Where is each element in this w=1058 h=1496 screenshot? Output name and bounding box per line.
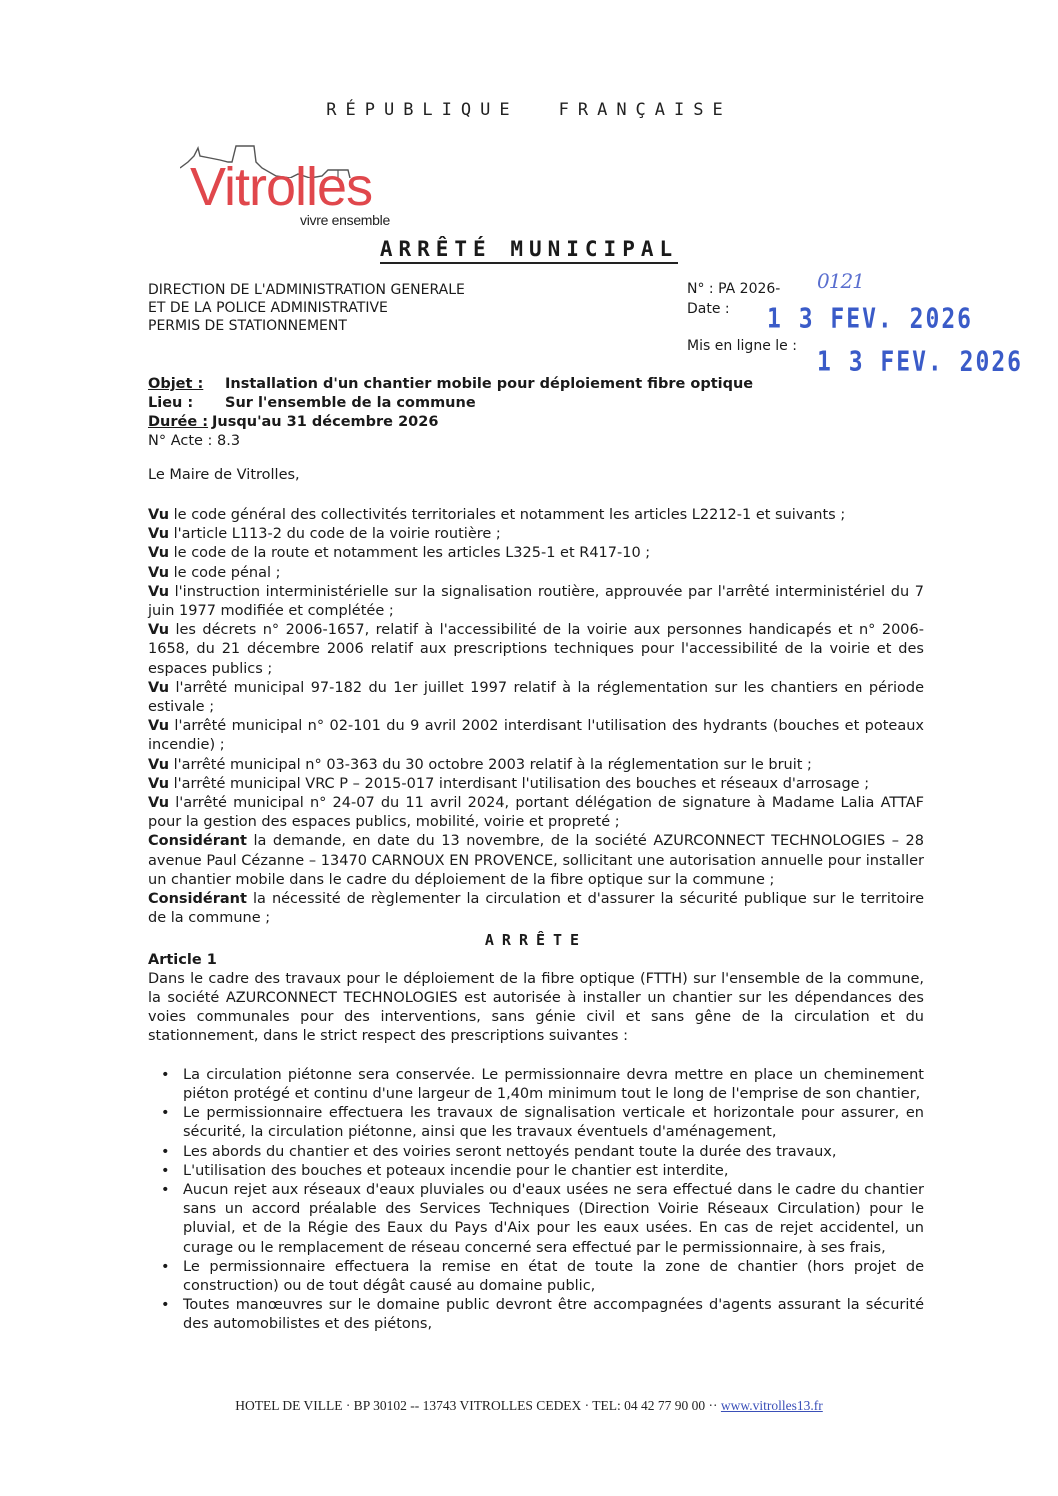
prescription-item: • L'utilisation des bouches et poteaux incendie pour le chantier est interdite, — [183, 1162, 924, 1181]
visa-text: les décrets n° 2006-1657, relatif à l'accessibilité de la voirie aux personnes handicapés et n° 2006-1658, du 21 décembre 2006 relatif aux prescriptions techniques pour l'accessibilité de la voirie et des espaces publics ; — [148, 622, 924, 677]
prescriptions-list — [148, 1066, 924, 1335]
visa-lead: Vu — [148, 756, 170, 773]
prescription-item: • Le permissionnaire effectuera les travaux de signalisation verticale et horizontale pour assurer, en sécurité, la circulation piétonne, ainsi que les travaux éventuels d'aménagement, — [183, 1104, 924, 1142]
objet-row — [148, 375, 753, 394]
visa-text: l'arrêté municipal 97-182 du 1er juillet 1997 relatif à la réglementation sur les chantiers en période estivale ; — [148, 679, 924, 716]
republique-word: RÉPUBLIQUE — [326, 100, 519, 120]
republique-francaise-header — [0, 100, 1058, 120]
visa-item — [148, 890, 924, 928]
prescription-item: • Aucun rejet aux réseaux d'eaux pluviales ou d'eaux usées ne sera effectué dans le cadre du chantier sans un accord préalable des Services Techniques (Direction Voirie Réseaux Circulation) pour le pluvial, et de la Régie des Eaux du Pays d'Aix pour les eaux usées. En cas de rejet accidentel, un curage ou le remplacement de réseau concerné sera effectué par le permissionnaire, à ses frais, — [183, 1181, 924, 1258]
visa-text: l'arrêté municipal VRC P – 2015-017 interdisant l'utilisation des bouches et réseaux d'arrosage ; — [169, 775, 870, 792]
prescription-item: • Le permissionnaire effectuera la remise en état de toute la zone de chantier (hors projet de construction) ou de tout dégât causé au domaine public, — [183, 1258, 924, 1296]
visa-item — [148, 832, 924, 890]
acte-number: N° Acte : 8.3 — [148, 433, 241, 449]
footer-contact: HOTEL DE VILLE · BP 30102 -- 13743 VITROLLES CEDEX · TEL: 04 42 77 90 00 ·· — [235, 1398, 721, 1413]
visa-lead: Considérant — [148, 891, 247, 908]
subject-block — [148, 375, 753, 451]
visa-lead: Vu — [148, 545, 170, 562]
visa-item — [148, 544, 924, 563]
visa-text: l'arrêté municipal n° 24-07 du 11 avril 2024, portant délégation de signature à Madame Lalia ATTAF pour la gestion des espaces publics, mobilité, voirie et propreté ; — [148, 795, 924, 831]
visa-lead: Vu — [148, 507, 170, 523]
online-date-stamp: 1 3 FEV. 2026 — [817, 346, 1024, 378]
reference-number-label: N° : PA 2026- — [687, 281, 781, 297]
issuing-department — [148, 281, 465, 335]
visa-lead: Vu — [148, 583, 170, 600]
visa-item — [148, 794, 924, 832]
document-body — [148, 506, 924, 1335]
objet-label: Objet : — [148, 376, 204, 392]
visa-item — [148, 564, 924, 583]
visa-lead: Vu — [148, 795, 170, 812]
date-stamp: 1 3 FEV. 2026 — [767, 303, 974, 335]
duree-label: Durée : — [148, 414, 209, 430]
lieu-value: Sur l'ensemble de la commune — [225, 395, 476, 411]
visa-lead: Vu — [148, 718, 170, 735]
visa-item — [148, 756, 924, 775]
visa-text: l'arrêté municipal n° 02-101 du 9 avril 2002 interdisant l'utilisation des hydrants (bouches et poteaux incendie) ; — [148, 718, 924, 754]
visa-text: l'instruction interministérielle sur la signalisation routière, approuvée par l'arrêté interministériel du 7 juin 1977 modifiée et complétée ; — [148, 583, 924, 620]
mayor-salutation: Le Maire de Vitrolles, — [148, 467, 300, 483]
visas-list — [148, 506, 924, 928]
department-line-3: PERMIS DE STATIONNEMENT — [148, 318, 347, 334]
visa-lead: Considérant — [148, 833, 247, 850]
visa-text: la nécessité de règlementer la circulation et d'assurer la sécurité publique sur le territoire de la commune ; — [148, 891, 924, 927]
visa-item — [148, 525, 924, 544]
online-date-label: Mis en ligne le : — [687, 338, 797, 354]
reference-number — [687, 269, 864, 297]
visa-text: la demande, en date du 13 novembre, de la société AZURCONNECT TECHNOLOGIES – 28 avenue Paul Cézanne – 13470 CARNOUX EN PROVENCE, sollicitant une autorisation annuelle pour installer un chantier mobile dans le cadre du déploiement de la fibre optique sur la commune ; — [148, 833, 924, 888]
francaise-word: FRANÇAISE — [558, 100, 732, 120]
duree-row — [148, 413, 753, 432]
document-title — [0, 237, 1058, 261]
logo-tagline: vivre ensemble — [300, 212, 390, 228]
article-1-title: Article 1 — [148, 951, 217, 968]
visa-text: le code général des collectivités territoriales et notamment les articles L2212-1 et suivants ; — [169, 507, 846, 523]
lieu-row — [148, 394, 753, 413]
department-line-2: ET DE LA POLICE ADMINISTRATIVE — [148, 300, 388, 316]
logo-city-name: Vitrolles — [190, 157, 373, 217]
objet-value: Installation d'un chantier mobile pour déploiement fibre optique — [225, 376, 754, 392]
visa-text: le code de la route et notamment les articles L325-1 et R417-10 ; — [169, 545, 651, 562]
department-line-1: DIRECTION DE L'ADMINISTRATION GENERALE — [148, 282, 465, 298]
prescription-item: • Les abords du chantier et des voiries seront nettoyés pendant toute la durée des travaux, — [183, 1143, 924, 1162]
prescription-item: • Toutes manœuvres sur le domaine public devront être accompagnées d'agents assurant la sécurité des automobilistes et des piétons, — [183, 1296, 924, 1334]
lieu-label: Lieu : — [148, 395, 194, 411]
website-link[interactable]: www.vitrolles13.fr — [720, 1398, 823, 1413]
date-label: Date : — [687, 301, 730, 317]
visa-lead: Vu — [148, 679, 170, 696]
arrete-municipal-title: ARRÊTÉ MUNICIPAL — [380, 237, 678, 264]
visa-item — [148, 679, 924, 717]
visa-text: le code pénal ; — [169, 564, 281, 581]
visa-lead: Vu — [148, 526, 170, 543]
visa-text: l'arrêté municipal n° 03-363 du 30 octobre 2003 relatif à la réglementation sur le bruit ; — [169, 756, 812, 773]
visa-lead: Vu — [148, 564, 170, 581]
visa-item — [148, 583, 924, 621]
visa-item — [148, 717, 924, 755]
duree-value: Jusqu'au 31 décembre 2026 — [212, 414, 439, 430]
handwritten-number: 0121 — [817, 269, 864, 293]
visa-lead: Vu — [148, 622, 170, 639]
arrete-heading: ARRÊTE — [484, 931, 588, 950]
vitrolles-logo — [180, 138, 440, 230]
visa-lead: Vu — [148, 775, 170, 792]
prescription-item: • La circulation piétonne sera conservée. Le permissionnaire devra mettre en place un cheminement piéton protégé et continu d'une largeur de 1,40m minimum tout le long de l'emprise de son chantier, — [183, 1066, 924, 1104]
article-1-intro: Dans le cadre des travaux pour le déploiement de la fibre optique (FTTH) sur l'ensemble de la commune, la société AZURCONNECT TECHNOLOGIES est autorisée à installer un chantier sur les dépendances des voies communales pour des interventions, sans génie civil et sans gêne de la circulation et du stationnement, dans le strict respect des prescriptions suivantes : — [148, 970, 924, 1045]
visa-item — [148, 621, 924, 679]
visa-text: l'article L113-2 du code de la voirie routière ; — [169, 526, 501, 543]
footer-address — [0, 1398, 1058, 1414]
visa-item — [148, 506, 924, 525]
visa-item — [148, 775, 924, 794]
